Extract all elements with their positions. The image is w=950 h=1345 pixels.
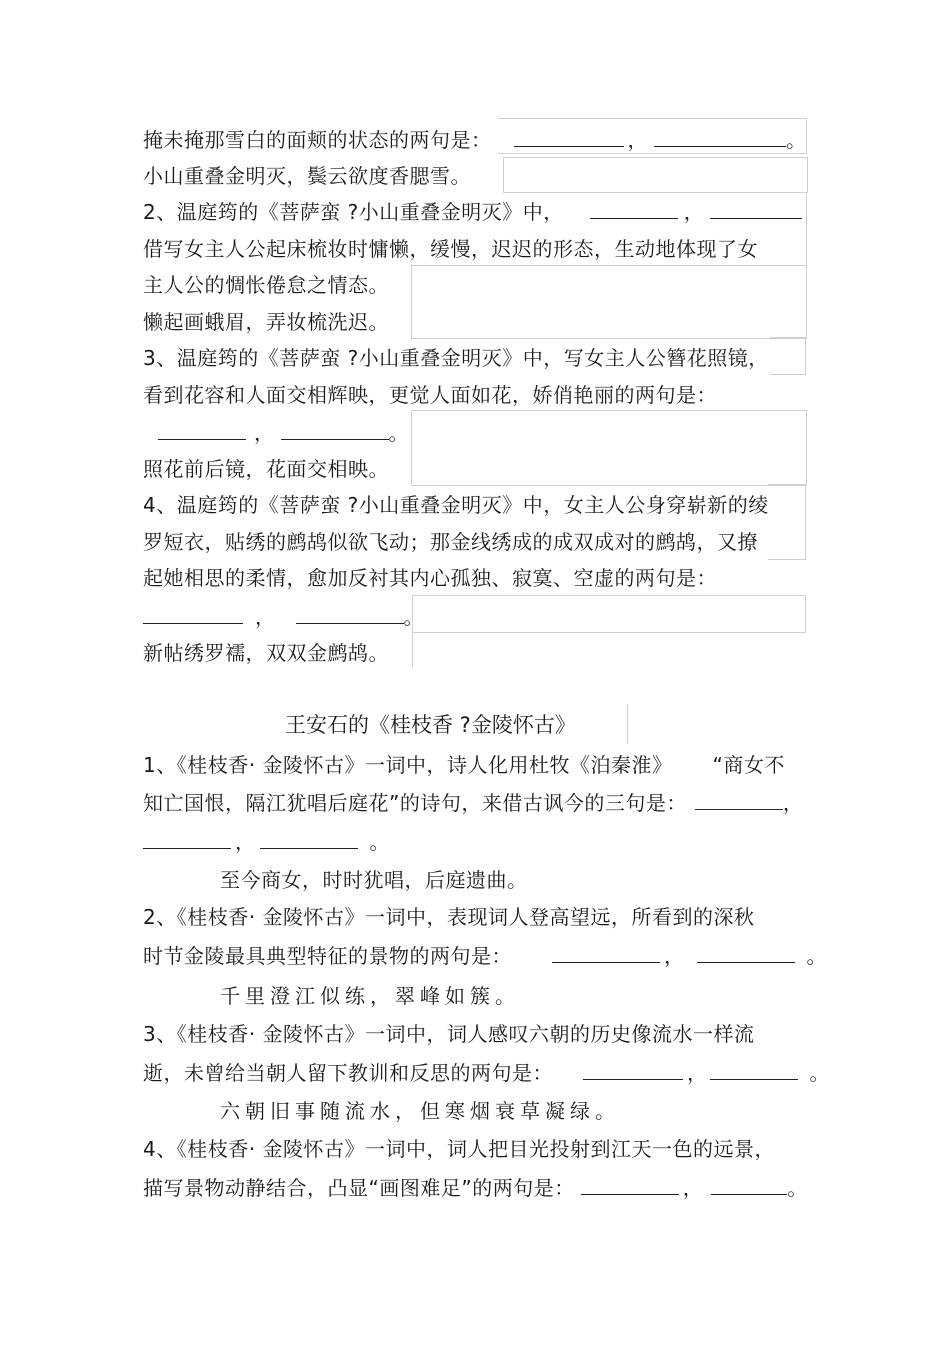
frame-box-4 (411, 265, 807, 339)
answer-line: 六朝旧事随流水，但寒烟衰草凝绿。 (220, 1099, 620, 1123)
separator: ， (254, 421, 275, 445)
answer-blank[interactable] (143, 832, 231, 849)
separator: ， (664, 944, 685, 968)
answer-blank[interactable] (260, 832, 358, 849)
end-mark: 。 (369, 830, 390, 854)
separator: ， (235, 830, 256, 854)
answer-line: 小山重叠金明灭，鬓云欲度香腮雪。 (143, 164, 471, 188)
answer-line: 千里澄江似练，翠峰如簇。 (220, 984, 520, 1008)
end-mark: 。 (806, 944, 827, 968)
separator: ， (627, 128, 648, 152)
answer-blank[interactable] (583, 1063, 683, 1080)
question-line: 4、温庭筠的《菩萨蛮 ?小山重叠金明灭》中，女主人公身穿崭新的绫 (143, 493, 769, 517)
blank-line (143, 829, 390, 855)
text-line: 罗短衣，贴绣的鹧鸪似欲飞动；那金线绣成的成双成对的鹧鸪，又撩 (143, 530, 758, 554)
question-line: 2、《桂枝香· 金陵怀古》一词中，表现词人登高望远，所看到的深秋 (143, 905, 755, 929)
separator: ， (782, 791, 804, 815)
blank-line (158, 420, 409, 446)
text-line: 起她相思的柔情，愈加反衬其内心孤独、寂寞、空虚的两句是： (143, 566, 717, 590)
separator: ， (683, 200, 705, 224)
answer-blank[interactable] (711, 1178, 787, 1195)
end-mark: 。 (403, 605, 424, 629)
text-line (143, 1060, 830, 1086)
answer-blank[interactable] (710, 202, 802, 219)
answer-blank[interactable] (590, 202, 678, 219)
text-line: 借写女主人公起床梳妆时慵懒，缓慢，迟迟的形态，生动地体现了女 (143, 237, 758, 261)
answer-line: 懒起画蛾眉，弄妆梳洗迟。 (143, 310, 389, 334)
separator: ， (682, 1176, 704, 1200)
question-line (143, 199, 802, 225)
answer-blank[interactable] (654, 130, 786, 147)
answer-line: 新帖绣罗襦，双双金鹧鸪。 (143, 641, 389, 665)
text-line (143, 1175, 808, 1201)
answer-blank[interactable] (514, 130, 624, 147)
text-line (143, 790, 803, 816)
end-mark: 。 (809, 1061, 830, 1085)
question-line: 3、温庭筠的《菩萨蛮 ?小山重叠金明灭》中，写女主人公簪花照镜， (143, 346, 769, 370)
question-line: 3、《桂枝香· 金陵怀古》一词中，词人感叹六朝的历史像流水一样流 (143, 1022, 755, 1046)
question-text: 时节金陵最具典型特征的景物的两句是： (143, 944, 512, 968)
question-line: 4、《桂枝香· 金陵怀古》一词中，词人把目光投射到江天一色的远景， (143, 1137, 775, 1161)
answer-blank[interactable] (281, 423, 389, 440)
answer-blank[interactable] (158, 423, 246, 440)
frame-box-5 (770, 337, 806, 375)
question-line (143, 752, 785, 778)
frame-box-2 (503, 157, 808, 193)
frame-box-8 (412, 595, 806, 633)
question-text: “商女不 (712, 753, 785, 777)
answer-line: 照花前后镜，花面交相映。 (143, 457, 389, 481)
frame-box-9 (412, 631, 413, 667)
blank-line (143, 604, 424, 630)
end-mark: 。 (786, 128, 807, 152)
question-text: 描写景物动静结合，凸显“画图难足”的两句是： (143, 1176, 575, 1200)
answer-blank[interactable] (695, 793, 783, 810)
frame-box-10 (627, 704, 628, 744)
question-text: 逝，未曾给当朝人留下教训和反思的两句是： (143, 1061, 553, 1085)
text-line: 看到花容和人面交相辉映，更觉人面如花，娇俏艳丽的两句是： (143, 383, 717, 407)
answer-line: 至今商女，时时犹唱，后庭遗曲。 (220, 868, 528, 892)
answer-blank[interactable] (581, 1178, 679, 1195)
answer-blank[interactable] (710, 1063, 798, 1080)
question-text: 掩未掩那雪白的面颊的状态的两句是： (143, 128, 492, 152)
text-line (143, 943, 827, 969)
answer-blank[interactable] (697, 946, 795, 963)
answer-blank[interactable] (143, 607, 243, 624)
frame-box-7 (768, 484, 806, 560)
text-line (143, 127, 807, 153)
text-line: 主人公的惆怅倦怠之情态。 (143, 273, 389, 297)
section-title: 王安石的《桂枝香 ?金陵怀古》 (285, 713, 576, 737)
question-text: 2、温庭筠的《菩萨蛮 ?小山重叠金明灭》中， (143, 200, 564, 224)
separator: ， (687, 1061, 708, 1085)
separator: ， (255, 605, 276, 629)
question-text: 知亡国恨，隔江犹唱后庭花”的诗句，来借古讽今的三句是： (143, 791, 687, 815)
end-mark: 。 (787, 1176, 808, 1200)
end-mark: 。 (388, 421, 409, 445)
answer-blank[interactable] (552, 946, 660, 963)
answer-blank[interactable] (296, 607, 404, 624)
frame-box-6 (411, 410, 807, 486)
question-text: 1、《桂枝香· 金陵怀古》一词中，诗人化用杜牧《泊秦淮》 (143, 753, 673, 777)
